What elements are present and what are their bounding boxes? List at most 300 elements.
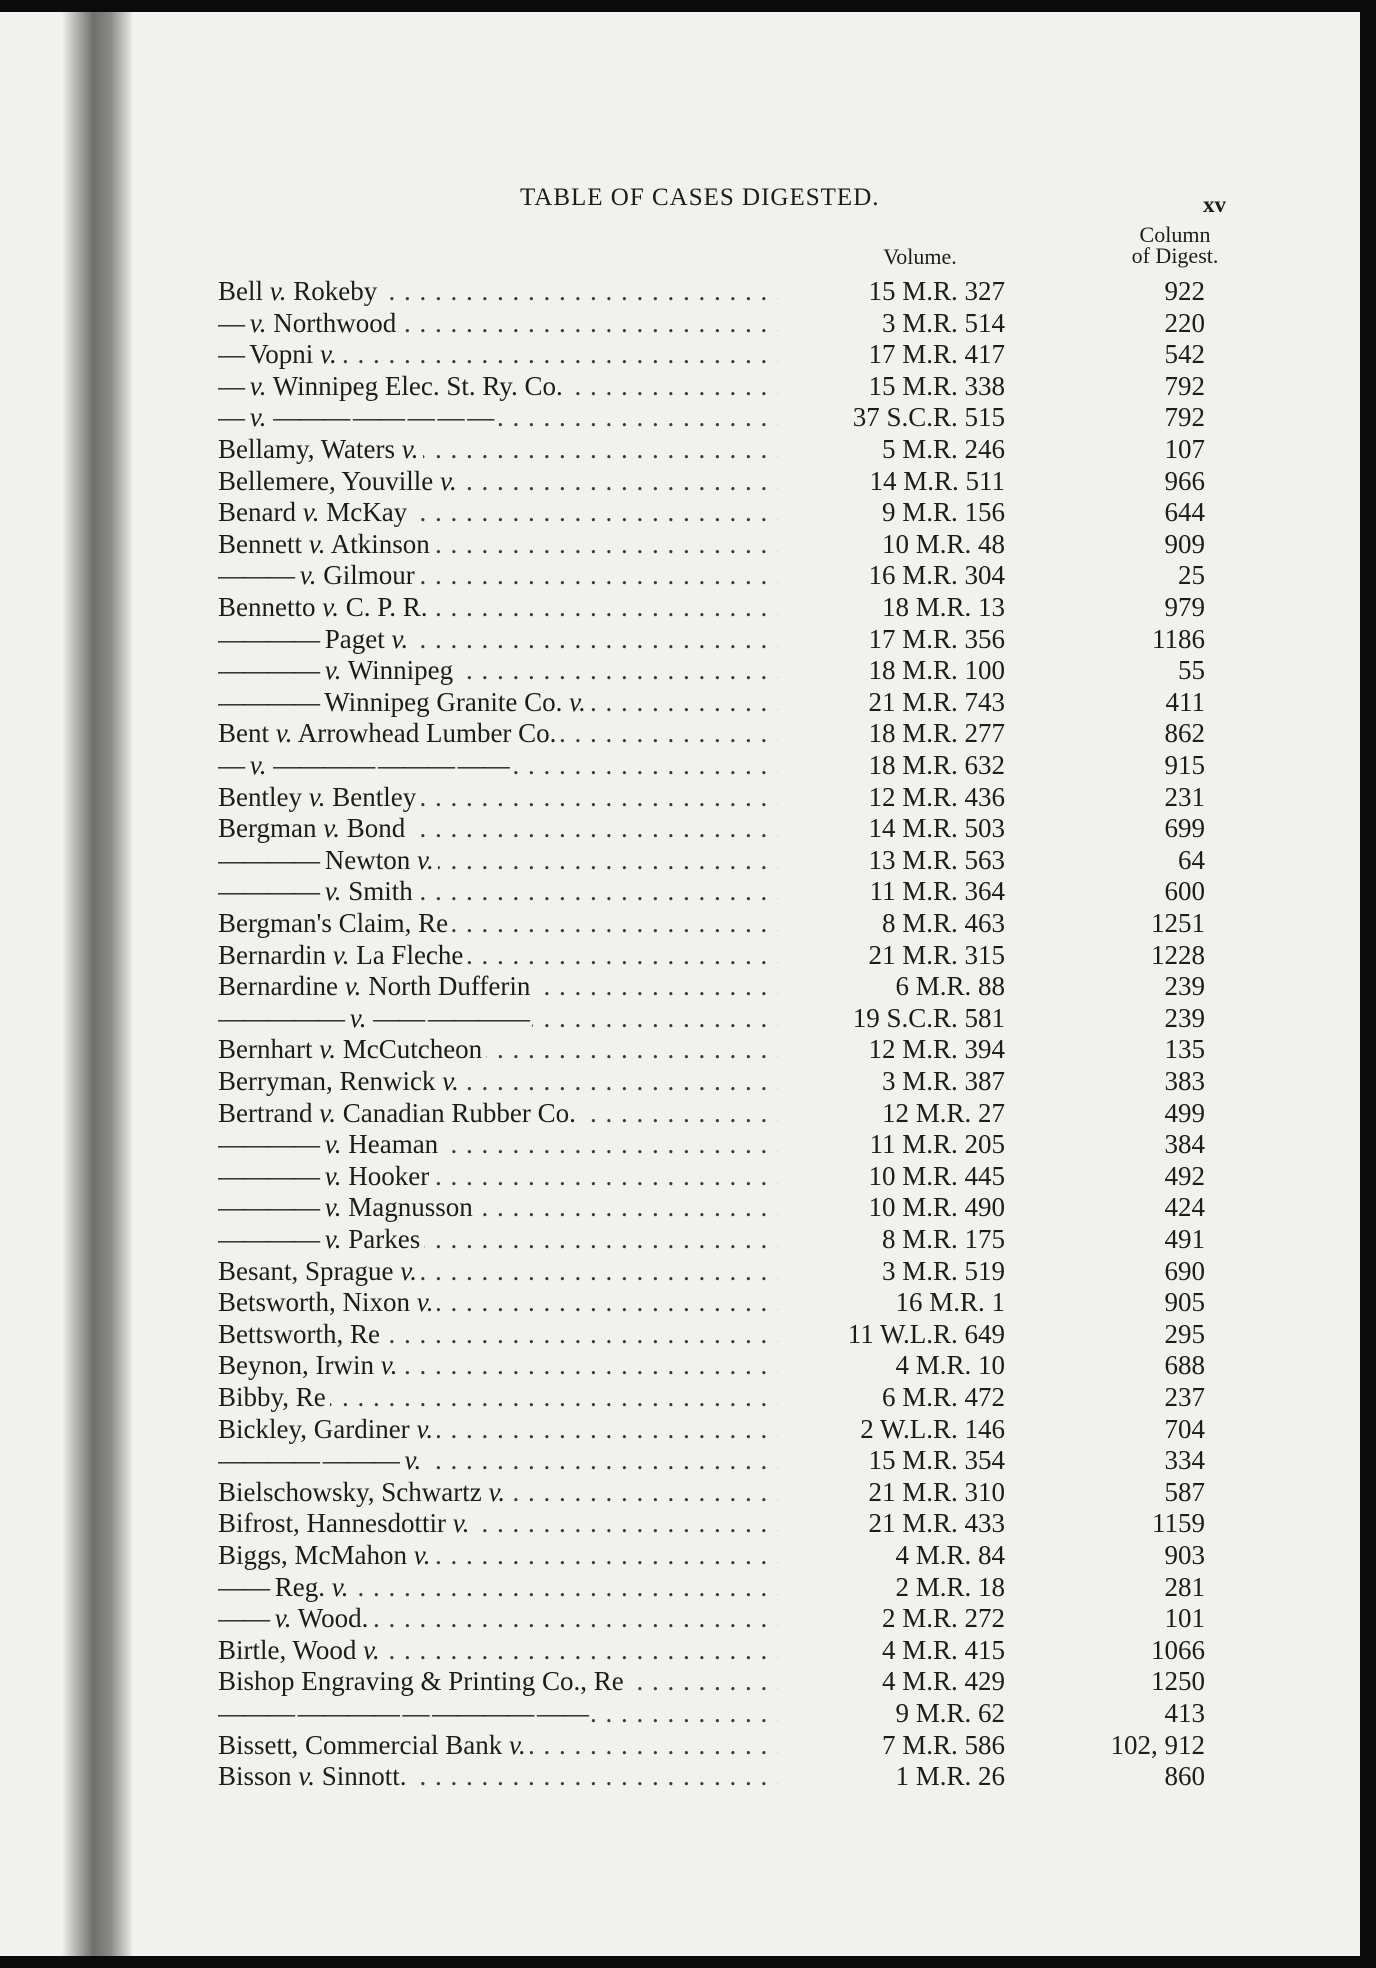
case-name	[218, 529, 778, 560]
versus-marker: v.	[416, 1287, 434, 1318]
digest-column-ref: 107	[1164, 434, 1205, 464]
report-citation: 21 M.R. 743	[868, 686, 1005, 717]
ditto-dash: ———	[218, 560, 293, 591]
case-name	[218, 1635, 778, 1666]
table-row	[0, 1508, 1376, 1540]
digest-column-ref: 413	[1164, 1698, 1205, 1728]
table-row	[0, 339, 1376, 371]
digest-column-ref: 587	[1164, 1476, 1205, 1507]
versus-marker: v.	[324, 876, 342, 907]
versus-marker: v.	[308, 781, 326, 812]
report-citation: 16 M.R. 304	[868, 560, 1005, 591]
opposing-party: Bentley	[332, 781, 417, 812]
case-name	[218, 782, 778, 813]
report-citation: 14 M.R. 503	[868, 813, 1005, 844]
case-name	[218, 1034, 778, 1065]
report-citation: 4 M.R. 10	[895, 1350, 1005, 1381]
versus-marker: v.	[452, 1508, 470, 1539]
digest-column-ref: 384	[1164, 1129, 1205, 1160]
party-name: Bissett, Commercial Bank	[218, 1729, 503, 1760]
report-citation: 18 M.R. 100	[868, 655, 1005, 686]
table-row	[0, 687, 1376, 719]
report-citation: 10 M.R. 48	[881, 528, 1005, 559]
table-row	[0, 1129, 1376, 1161]
opposing-party: Reg.	[274, 1571, 325, 1602]
versus-marker: v.	[299, 560, 317, 591]
report-citation: 12 M.R. 436	[868, 781, 1005, 812]
versus-marker: v.	[416, 844, 434, 875]
versus-marker: v.	[319, 1034, 336, 1065]
case-name	[218, 371, 778, 402]
party-name: Bisson	[218, 1761, 292, 1792]
digest-column-ref: 1066	[1151, 1634, 1205, 1665]
table-row	[0, 1256, 1376, 1288]
table-row	[0, 1192, 1376, 1224]
table-row	[0, 1666, 1376, 1698]
table-row	[0, 1350, 1376, 1382]
opposing-party: McCutcheon	[342, 1034, 483, 1065]
report-citation: 19 S.C.R. 581	[852, 1002, 1005, 1033]
digest-column-ref: 1159	[1152, 1508, 1205, 1539]
case-name	[218, 1129, 778, 1160]
party-name: Bellamy, Waters	[218, 434, 396, 464]
table-row	[0, 560, 1376, 592]
case-name	[218, 1572, 778, 1603]
party-name: Bernardin	[218, 939, 326, 970]
digest-column-ref: 966	[1164, 465, 1205, 496]
case-name	[218, 592, 778, 623]
opposing-party: ——— —— — — —	[273, 402, 493, 433]
case-name	[218, 339, 778, 370]
versus-marker: v.	[508, 1729, 526, 1760]
digest-column-ref: 915	[1164, 750, 1205, 780]
opposing-party: Parkes	[348, 1224, 421, 1254]
case-name	[218, 1098, 778, 1129]
table-row	[0, 908, 1376, 940]
versus-marker: v.	[308, 528, 326, 559]
case-name	[218, 687, 778, 718]
digest-column-ref: 499	[1164, 1097, 1205, 1128]
versus-marker: v.	[323, 813, 340, 844]
case-name	[218, 971, 778, 1002]
table-row	[0, 1098, 1376, 1130]
digest-column-ref: 1251	[1151, 908, 1205, 938]
party-name: Bell	[218, 276, 263, 306]
report-citation: 16 M.R. 1	[895, 1287, 1005, 1318]
party-name: Besant, Sprague	[218, 1255, 394, 1286]
digest-header-line1: Column	[1139, 222, 1211, 247]
table-row	[0, 750, 1376, 782]
opposing-party: Sinnott.	[321, 1761, 407, 1792]
versus-marker: v.	[298, 1761, 316, 1792]
case-name	[218, 1003, 778, 1034]
report-citation: 1 M.R. 26	[895, 1761, 1005, 1792]
ditto-dash: ————	[218, 1129, 318, 1160]
report-citation: 10 M.R. 490	[868, 1192, 1005, 1223]
table-row	[0, 1319, 1376, 1351]
case-name	[218, 1445, 778, 1476]
table-row	[0, 1730, 1376, 1762]
report-citation: 10 M.R. 445	[868, 1160, 1005, 1191]
digest-column-ref: 860	[1164, 1761, 1205, 1792]
table-row	[0, 402, 1376, 434]
report-citation: 6 M.R. 472	[881, 1382, 1005, 1412]
report-citation: 8 M.R. 463	[881, 908, 1005, 938]
table-row	[0, 308, 1376, 340]
case-name	[218, 497, 778, 528]
report-citation: 2 M.R. 18	[895, 1571, 1005, 1602]
opposing-party: Vopni	[249, 339, 314, 370]
digest-column-ref: 792	[1164, 370, 1205, 401]
opposing-party: Newton	[324, 844, 411, 875]
table-row	[0, 1698, 1376, 1730]
versus-marker: v.	[269, 276, 287, 306]
party-name: Bertrand	[218, 1097, 313, 1128]
case-name	[218, 813, 778, 844]
case-name	[218, 750, 778, 781]
table-row	[0, 718, 1376, 750]
case-name	[218, 1666, 778, 1697]
table-row	[0, 434, 1376, 466]
digest-column-ref: 281	[1164, 1571, 1205, 1602]
case-name	[218, 1350, 778, 1381]
opposing-party: Smith	[348, 876, 413, 907]
digest-column-ref: 64	[1178, 844, 1205, 875]
case-name	[218, 1161, 778, 1192]
ditto-dash: ——	[218, 1603, 268, 1634]
opposing-party: Bond	[346, 813, 406, 844]
party-name: Bibby, Re	[218, 1382, 326, 1412]
digest-column-ref: 239	[1164, 971, 1205, 1002]
report-citation: 3 M.R. 519	[881, 1255, 1005, 1286]
ditto-dash: —	[218, 750, 243, 780]
digest-column-ref: 905	[1164, 1287, 1205, 1318]
digest-column-ref: 862	[1164, 718, 1205, 749]
opposing-party: Wood.	[297, 1603, 369, 1634]
case-name	[218, 1287, 778, 1318]
case-name	[218, 1382, 778, 1413]
ditto-dash: ————	[218, 1160, 318, 1191]
digest-column-ref: 690	[1164, 1255, 1205, 1286]
digest-column-ref: 55	[1178, 655, 1205, 686]
opposing-party: Paget	[324, 623, 385, 654]
case-name	[218, 466, 778, 497]
report-citation: 9 M.R. 62	[895, 1698, 1005, 1728]
report-citation: 37 S.C.R. 515	[852, 402, 1005, 433]
case-name	[218, 434, 778, 465]
case-name	[218, 655, 778, 686]
ditto-dash: ————	[218, 686, 318, 717]
party-name: Bergman	[218, 813, 317, 844]
digest-column-ref: 1186	[1152, 623, 1205, 654]
opposing-party: Gilmour	[323, 560, 415, 591]
digest-column-ref: 424	[1164, 1192, 1205, 1223]
case-name	[218, 1224, 778, 1255]
report-citation: 2 M.R. 272	[881, 1603, 1005, 1634]
table-row	[0, 940, 1376, 972]
opposing-party: Magnusson	[348, 1192, 473, 1223]
versus-marker: v.	[324, 1192, 342, 1223]
page-header	[0, 184, 1376, 224]
party-name: Bettsworth, Re	[218, 1318, 380, 1349]
report-citation: 15 M.R. 338	[868, 370, 1005, 401]
ditto-dash: ————	[218, 844, 318, 875]
report-citation: 21 M.R. 433	[868, 1508, 1005, 1539]
ditto-dash: ——	[218, 1571, 268, 1602]
opposing-party: Hooker	[348, 1160, 430, 1191]
digest-column-ref: 383	[1164, 1066, 1205, 1096]
report-citation: 8 M.R. 175	[881, 1224, 1005, 1254]
party-name: Bennetto	[218, 592, 316, 622]
table-row	[0, 845, 1376, 877]
case-name	[218, 276, 778, 307]
case-name	[218, 1603, 778, 1634]
versus-marker: v.	[331, 1571, 349, 1602]
table-row	[0, 1761, 1376, 1793]
versus-marker: v.	[416, 1413, 434, 1444]
versus-marker: v.	[344, 971, 362, 1002]
versus-marker: v.	[322, 592, 339, 622]
table-row	[0, 1382, 1376, 1414]
report-citation: 13 M.R. 563	[868, 844, 1005, 875]
digest-column-ref: 909	[1164, 528, 1205, 559]
party-name: Bennett	[218, 528, 302, 559]
ditto-dash: —	[218, 370, 243, 401]
report-citation: 11 M.R. 364	[869, 876, 1005, 907]
table-row	[0, 592, 1376, 624]
versus-marker: v.	[324, 655, 342, 686]
report-citation: 21 M.R. 315	[868, 939, 1005, 970]
report-citation: 15 M.R. 327	[868, 276, 1005, 306]
versus-marker: v.	[488, 1476, 506, 1507]
digest-column-ref: 102, 912	[1110, 1729, 1205, 1760]
digest-column-ref: 220	[1164, 307, 1205, 338]
digest-column-ref: 979	[1164, 592, 1205, 622]
ditto-dash: —	[218, 339, 243, 370]
case-name	[218, 1761, 778, 1792]
party-name: Bishop Engraving & Printing Co., Re	[218, 1666, 624, 1697]
digest-column-ref: 903	[1164, 1540, 1205, 1570]
party-name: Birtle, Wood	[218, 1634, 357, 1665]
party-name: Berryman, Renwick	[218, 1066, 436, 1096]
case-name	[218, 308, 778, 339]
opposing-party: North Dufferin	[368, 971, 531, 1002]
report-citation: 12 M.R. 27	[881, 1097, 1005, 1128]
versus-marker: v.	[320, 339, 337, 370]
case-name	[218, 1540, 778, 1571]
versus-marker: v.	[249, 307, 267, 338]
table-row	[0, 1066, 1376, 1098]
case-name	[218, 940, 778, 971]
table-row	[0, 782, 1376, 814]
volume-column-header: Volume.	[883, 244, 957, 269]
digest-column-header	[1105, 224, 1245, 266]
opposing-party: Rokeby	[293, 276, 378, 306]
table-row	[0, 1572, 1376, 1604]
digest-column-ref: 491	[1164, 1224, 1205, 1254]
opposing-party: ———— ——— ——	[273, 750, 508, 780]
versus-marker: v.	[332, 939, 350, 970]
digest-column-ref: 792	[1164, 402, 1205, 433]
opposing-party: Northwood	[273, 307, 397, 338]
case-name	[218, 402, 778, 433]
versus-marker: v.	[274, 1603, 292, 1634]
report-citation: 18 M.R. 277	[868, 718, 1005, 749]
case-name	[218, 1698, 778, 1729]
table-row	[0, 497, 1376, 529]
ditto-dash: —————	[218, 1002, 343, 1033]
case-name	[218, 1192, 778, 1223]
versus-marker: v.	[249, 750, 267, 780]
report-citation: 4 M.R. 84	[895, 1540, 1005, 1570]
party-name: Bifrost, Hannesdottir	[218, 1508, 446, 1539]
digest-column-ref: 101	[1164, 1603, 1205, 1634]
report-citation: 9 M.R. 156	[881, 497, 1005, 528]
report-citation: 11 M.R. 205	[869, 1129, 1005, 1160]
case-name	[218, 1319, 778, 1350]
report-citation: 4 M.R. 429	[881, 1666, 1005, 1697]
digest-column-ref: 411	[1165, 686, 1205, 717]
table-row	[0, 813, 1376, 845]
opposing-party: Winnipeg Granite Co.	[324, 686, 563, 717]
case-name	[218, 845, 778, 876]
table-row	[0, 371, 1376, 403]
party-name: Beynon, Irwin	[218, 1350, 374, 1381]
case-name	[218, 1256, 778, 1287]
digest-column-ref: 237	[1164, 1382, 1205, 1412]
case-name	[218, 908, 778, 939]
versus-marker: v.	[249, 402, 267, 433]
party-name: Bent	[218, 718, 269, 749]
digest-column-ref: 334	[1164, 1445, 1205, 1476]
party-name: Bernardine	[218, 971, 338, 1002]
report-citation: 4 M.R. 415	[881, 1634, 1005, 1665]
report-citation: 3 M.R. 387	[881, 1066, 1005, 1096]
party-name: Bergman's Claim, Re	[218, 908, 449, 938]
table-row	[0, 1003, 1376, 1035]
report-citation: 14 M.R. 511	[869, 465, 1005, 496]
table-row	[0, 971, 1376, 1003]
report-citation: 17 M.R. 417	[868, 339, 1005, 370]
ditto-dash: ————	[218, 876, 318, 907]
versus-marker: v.	[442, 1066, 459, 1096]
case-name	[218, 1414, 778, 1445]
ditto-dash: ——— ———— — ———— ——	[218, 1698, 587, 1728]
table-row	[0, 1635, 1376, 1667]
report-citation: 12 M.R. 394	[868, 1034, 1005, 1065]
table-row	[0, 1477, 1376, 1509]
table-row	[0, 655, 1376, 687]
report-citation: 2 W.L.R. 146	[860, 1413, 1005, 1444]
digest-header-line2: of Digest.	[1131, 243, 1219, 268]
digest-column-ref: 492	[1164, 1160, 1205, 1191]
digest-column-ref: 688	[1164, 1350, 1205, 1381]
report-citation: 15 M.R. 354	[868, 1445, 1005, 1476]
table-row	[0, 1287, 1376, 1319]
case-name	[218, 718, 778, 749]
digest-column-ref: 600	[1164, 876, 1205, 907]
party-name: Bielschowsky, Schwartz	[218, 1476, 482, 1507]
versus-marker: v.	[249, 370, 267, 401]
table-row	[0, 1603, 1376, 1635]
table-row	[0, 1414, 1376, 1446]
party-name: Benard	[218, 497, 296, 528]
opposing-party: Atkinson	[330, 528, 430, 559]
versus-marker: v.	[324, 1224, 342, 1254]
party-name: Biggs, McMahon	[218, 1540, 407, 1570]
report-citation: 21 M.R. 310	[868, 1476, 1005, 1507]
digest-column-ref: 135	[1164, 1034, 1205, 1065]
versus-marker: v.	[324, 1160, 342, 1191]
opposing-party: Canadian Rubber Co.	[342, 1097, 576, 1128]
digest-column-ref: 295	[1164, 1318, 1205, 1349]
table-row	[0, 1224, 1376, 1256]
versus-marker: v.	[413, 1540, 431, 1570]
ditto-dash: ———— ———	[218, 1445, 398, 1476]
digest-column-ref: 25	[1178, 560, 1205, 591]
opposing-party: —— ————	[373, 1002, 528, 1033]
opposing-party: La Fleche	[356, 939, 464, 970]
digest-column-ref: 1250	[1151, 1666, 1205, 1697]
party-name: Bernhart	[218, 1034, 313, 1065]
versus-marker: v.	[400, 1255, 417, 1286]
opposing-party: McKay	[326, 497, 408, 528]
ditto-dash: —	[218, 402, 243, 433]
case-name	[218, 624, 778, 655]
digest-column-ref: 231	[1164, 781, 1205, 812]
opposing-party: C. P. R.	[345, 592, 428, 622]
versus-marker: v.	[569, 686, 586, 717]
ditto-dash: ————	[218, 1192, 318, 1223]
opposing-party: Winnipeg Elec. St. Ry. Co.	[272, 370, 563, 401]
table-row	[0, 1445, 1376, 1477]
opposing-party: Arrowhead Lumber Co.	[297, 718, 557, 749]
ditto-dash: ————	[218, 1224, 318, 1254]
table-row	[0, 529, 1376, 561]
versus-marker: v.	[439, 465, 457, 496]
case-name	[218, 876, 778, 907]
digest-column-ref: 699	[1164, 813, 1205, 844]
opposing-party: Heaman	[348, 1129, 439, 1160]
case-name	[218, 560, 778, 591]
party-name: Betsworth, Nixon	[218, 1287, 410, 1318]
party-name: Bentley	[218, 781, 302, 812]
table-row	[0, 1540, 1376, 1572]
digest-column-ref: 644	[1164, 497, 1205, 528]
case-name	[218, 1477, 778, 1508]
report-citation: 11 W.L.R. 649	[847, 1318, 1005, 1349]
digest-column-ref: 542	[1164, 339, 1205, 370]
report-citation: 18 M.R. 13	[881, 592, 1005, 622]
digest-column-ref: 1228	[1151, 939, 1205, 970]
versus-marker: v.	[401, 434, 419, 464]
versus-marker: v.	[349, 1002, 367, 1033]
versus-marker: v.	[391, 623, 409, 654]
report-citation: 7 M.R. 586	[881, 1729, 1005, 1760]
table-row	[0, 466, 1376, 498]
table-row	[0, 624, 1376, 656]
digest-column-ref: 922	[1164, 276, 1205, 306]
report-citation: 5 M.R. 246	[881, 434, 1005, 464]
ditto-dash: —	[218, 307, 243, 338]
versus-marker: v.	[319, 1097, 336, 1128]
table-row	[0, 276, 1376, 308]
report-citation: 6 M.R. 88	[895, 971, 1005, 1002]
versus-marker: v.	[275, 718, 293, 749]
page-number: xv	[1203, 192, 1226, 217]
table-row	[0, 1034, 1376, 1066]
table-row	[0, 1161, 1376, 1193]
